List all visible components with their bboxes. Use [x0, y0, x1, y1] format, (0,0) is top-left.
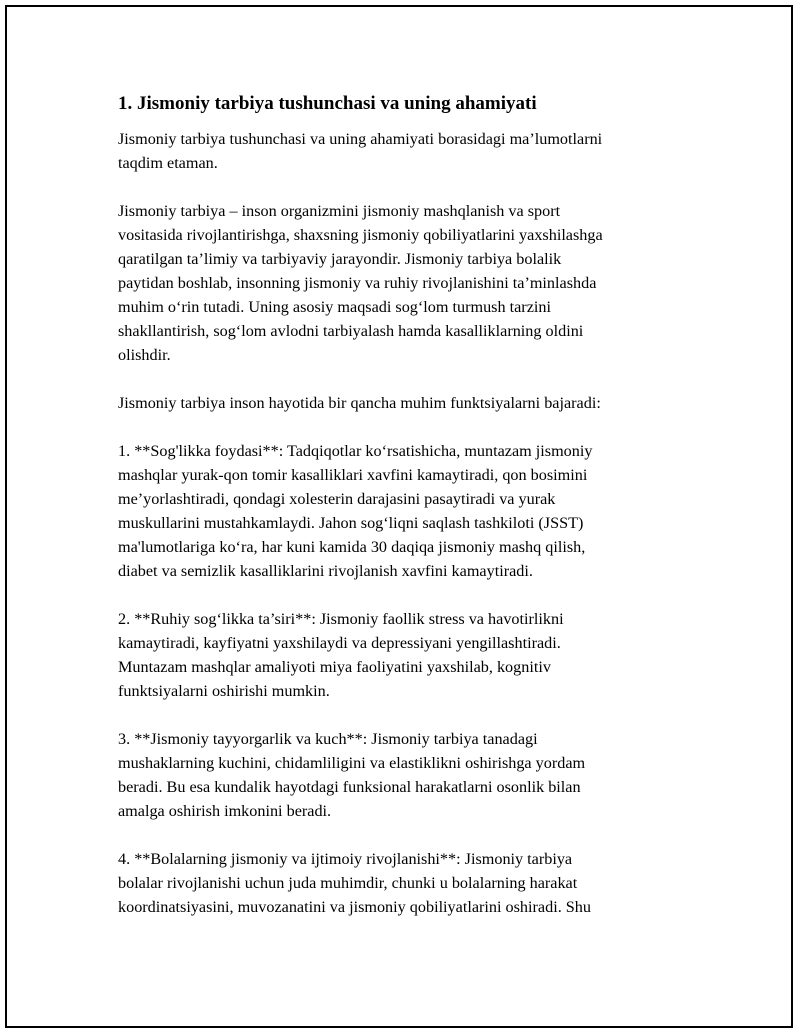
list-item-health-benefits: 1. **Sog'likka foydasi**: Tadqiqotlar ko‘rsatishicha, muntazam jismoniy mashqlar yurak-qon tomir kasalliklari xavfini kamaytiradi, qon bosimini me’yorlashtiradi, qondagi xolesterin darajasini pasaytiradi va yurak muskullarini mustahkamlaydi. Jahon sog‘liqni saqlash tashkiloti (JSST) ma'lumotlariga ko‘ra, har kuni kamida 30 daqiqa jismoniy mashq qilish, diabet va semizlik kasalliklarini rivojlanish xavfini kamaytiradi. — [118, 442, 593, 580]
document-body — [118, 92, 688, 919]
functions-intro-paragraph: Jismoniy tarbiya inson hayotida bir qancha muhim funktsiyalarni bajaradi: — [118, 394, 601, 412]
intro-paragraph: Jismoniy tarbiya tushunchasi va uning ahamiyati borasidagi ma’lumotlarni taqdim etaman. — [118, 130, 603, 172]
list-item-physical-strength: 3. **Jismoniy tayyorgarlik va kuch**: Jismoniy tarbiya tanadagi mushaklarning kuchini, chidamliligini va elastiklikni oshirishga yordam beradi. Bu esa kundalik hayotdagi funksional harakatlarni osonlik bilan amalga oshirish imkonini beradi. — [118, 730, 586, 820]
list-item-child-development: 4. **Bolalarning jismoniy va ijtimoiy rivojlanishi**: Jismoniy tarbiya bolalar rivojlanishi uchun juda muhimdir, chunki u bolalarning harakat koordinatsiyasini, muvozanatini va jismoniy qobiliyatlarini oshiradi. Shu — [118, 850, 591, 916]
definition-paragraph: Jismoniy tarbiya – inson organizmini jismoniy mashqlanish va sport vositasida rivojlantirishga, shaxsning jismoniy qobiliyatlarini yaxshilashga qaratilgan ta’limiy va tarbiyaviy jarayondir. Jismoniy tarbiya bolalik paytidan boshlab, insonning jismoniy va ruhiy rivojlanishini ta’minlashda muhim o‘rin tutadi. Uning asosiy maqsadi sog‘lom turmush tarzini shakllantirish, sog‘lom avlodni tarbiyalash hamda kasalliklarning oldini olishdir. — [118, 202, 603, 364]
list-item-mental-health: 2. **Ruhiy sog‘likka ta’siri**: Jismoniy faollik stress va havotirlikni kamaytiradi, kayfiyatni yaxshilaydi va depressiyani yengillashtiradi. Muntazam mashqlar amaliyoti miya faoliyatini yaxshilab, kognitiv funktsiyalarni oshirishi mumkin. — [118, 610, 564, 700]
document-title: 1. Jismoniy tarbiya tushunchasi va uning ahamiyati — [118, 93, 537, 114]
